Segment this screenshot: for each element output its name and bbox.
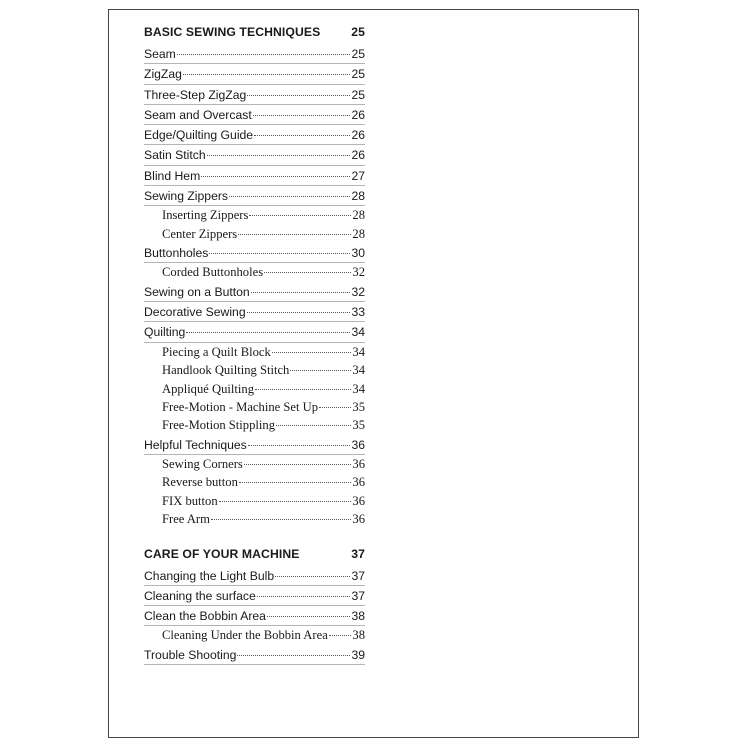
toc-entry-label: Sewing Zippers (144, 189, 228, 204)
toc-entry-label: Edge/Quilting Guide (144, 128, 254, 143)
dot-leader (183, 74, 351, 75)
toc-entry-label: Reverse button (162, 475, 238, 490)
toc-entry-page: 36 (352, 512, 365, 527)
toc-entry-quilting (144, 322, 365, 342)
toc-entry-label: Decorative Sewing (144, 305, 246, 320)
toc-subentry-cleaning-under-the-bobbin-area (144, 626, 365, 644)
dot-leader (229, 196, 350, 197)
dot-leader (264, 272, 351, 273)
toc-entry-page: 34 (351, 325, 365, 340)
toc-subentry-piecing-a-quilt-block (144, 343, 365, 361)
toc-entry-cleaning-the-surface (144, 586, 365, 606)
dot-leader (275, 576, 350, 577)
toc-entry-label: Handlook Quilting Stitch (162, 363, 290, 378)
dot-leader (257, 596, 351, 597)
toc-entry-page: 26 (351, 148, 365, 163)
dot-leader (254, 135, 350, 136)
toc-subentry-free-motion-stippling (144, 416, 365, 434)
toc-entry-label: Clean the Bobbin Area (144, 609, 266, 624)
dot-leader (251, 292, 351, 293)
dot-leader (209, 253, 350, 254)
dot-leader (207, 155, 351, 156)
toc-entry-label: ZigZag (144, 67, 182, 82)
toc-entry-page: 26 (351, 128, 365, 143)
toc-entry-page: 36 (351, 437, 365, 452)
toc-entry-page: 37 (351, 588, 365, 603)
toc-entry-sewing-on-a-button (144, 282, 365, 302)
toc-entry-clean-the-bobbin-area (144, 606, 365, 626)
toc-entry-changing-the-light-bulb (144, 566, 365, 586)
toc-entry-label: Satin Stitch (144, 148, 206, 163)
toc-entry-satin-stitch (144, 145, 365, 165)
toc-section-care-of-your-machine (144, 545, 365, 666)
toc-entry-page: 38 (352, 628, 365, 643)
dot-leader (248, 445, 351, 446)
dot-leader (276, 425, 351, 426)
toc-subentry-reverse-button (144, 473, 365, 491)
dot-leader (201, 176, 350, 177)
dot-leader (253, 115, 351, 116)
toc-entry-page: 34 (352, 381, 365, 396)
dot-leader (267, 616, 350, 617)
toc-entry-page: 25 (351, 47, 365, 61)
section-heading-page: 25 (351, 25, 365, 39)
toc-entry-page: 38 (351, 609, 365, 624)
toc-subentry-sewing-corners (144, 455, 365, 473)
toc-entry-page: 28 (351, 189, 365, 204)
dot-leader (247, 95, 350, 96)
toc-entry-label: Helpful Techniques (144, 437, 247, 452)
toc-entry-zigzag (144, 64, 365, 84)
section-heading-title: BASIC SEWING TECHNIQUES (144, 25, 321, 39)
toc-entry-label: Three-Step ZigZag (144, 87, 247, 102)
toc-entry-seam (144, 44, 365, 64)
toc-entry-label: Cleaning the surface (144, 588, 256, 603)
toc-entry-page: 26 (351, 107, 365, 122)
section-heading-title: CARE OF YOUR MACHINE (144, 546, 300, 561)
toc-entry-label: Sewing Corners (162, 456, 243, 471)
toc-entry-page: 35 (352, 399, 365, 414)
toc-entry-page: 33 (351, 305, 365, 320)
toc-entry-edge-quilting-guide (144, 125, 365, 145)
toc-entry-page: 28 (352, 226, 365, 241)
toc-entry-label: Center Zippers (162, 226, 238, 241)
dot-leader (186, 332, 350, 333)
toc-entry-page: 36 (352, 493, 365, 508)
toc-entry-page: 27 (351, 168, 365, 183)
toc-entry-label: Piecing a Quilt Block (162, 344, 271, 359)
dot-leader (329, 635, 352, 636)
dot-leader (237, 655, 350, 656)
toc-entry-label: Appliqué Quilting (162, 381, 254, 396)
toc-entry-page: 34 (352, 363, 365, 378)
toc-entry-decorative-sewing (144, 302, 365, 322)
toc-entry-page: 30 (351, 246, 365, 261)
toc-subentry-inserting-zippers (144, 206, 365, 224)
toc-entry-label: Seam (144, 47, 176, 61)
toc-entry-trouble-shooting (144, 645, 365, 665)
toc-entry-page: 32 (352, 265, 365, 280)
toc-entry-buttonholes (144, 243, 365, 263)
toc-entry-blind-hem (144, 166, 365, 186)
toc-entry-page: 25 (351, 87, 365, 102)
toc-entry-label: Free-Motion Stippling (162, 418, 275, 433)
dot-leader (290, 370, 351, 371)
dot-leader (247, 312, 351, 313)
toc-subentry-fix-button (144, 492, 365, 510)
toc-entry-helpful-techniques (144, 435, 365, 455)
toc-entry-label: Trouble Shooting (144, 647, 237, 662)
dot-leader (319, 407, 351, 408)
toc-entry-label: Seam and Overcast (144, 107, 252, 122)
toc-entry-label: Sewing on a Button (144, 284, 250, 299)
dot-leader (219, 501, 352, 502)
toc-entry-three-step-zigzag (144, 85, 365, 105)
toc-section-basic-sewing-techniques (144, 23, 365, 529)
dot-leader (244, 464, 352, 465)
toc-subentry-corded-buttonholes (144, 263, 365, 281)
section-heading (144, 23, 365, 42)
toc-entry-page: 39 (351, 647, 365, 662)
toc-entry-label: Free-Motion - Machine Set Up (162, 399, 318, 414)
section-heading (144, 545, 365, 564)
toc-entry-page: 32 (351, 284, 365, 299)
toc-entry-page: 25 (351, 67, 365, 82)
dot-leader (211, 519, 351, 520)
dot-leader (249, 215, 351, 216)
toc-subentry-center-zippers (144, 225, 365, 243)
toc-subentry-handlook-quilting-stitch (144, 361, 365, 379)
toc-subentry-free-motion-machine-set-up (144, 398, 365, 416)
toc-entry-page: 36 (352, 475, 365, 490)
section-heading-page: 37 (351, 546, 365, 561)
toc-entry-sewing-zippers (144, 186, 365, 206)
toc-entry-page: 37 (351, 568, 365, 583)
document-page (108, 9, 639, 738)
toc-subentry-applique-quilting (144, 380, 365, 398)
dot-leader (255, 389, 351, 390)
toc-entry-seam-and-overcast (144, 105, 365, 125)
toc-entry-page: 35 (352, 418, 365, 433)
toc-entry-label: Corded Buttonholes (162, 265, 264, 280)
dot-leader (272, 352, 352, 353)
toc-entry-label: Changing the Light Bulb (144, 568, 275, 583)
toc-entry-label: Inserting Zippers (162, 208, 249, 223)
toc-subentry-free-arm (144, 510, 365, 528)
toc-entry-label: Cleaning Under the Bobbin Area (162, 628, 328, 643)
toc-entry-page: 36 (352, 456, 365, 471)
dot-leader (239, 482, 352, 483)
table-of-contents (144, 10, 365, 665)
toc-entry-label: Buttonholes (144, 246, 209, 261)
dot-leader (238, 234, 351, 235)
toc-entry-label: Quilting (144, 325, 186, 340)
toc-entry-label: Blind Hem (144, 168, 201, 183)
dot-leader (177, 54, 351, 55)
toc-entry-page: 34 (352, 344, 365, 359)
toc-entry-page: 28 (352, 208, 365, 223)
toc-entry-label: Free Arm (162, 512, 210, 527)
toc-entry-label: FIX button (162, 493, 218, 508)
